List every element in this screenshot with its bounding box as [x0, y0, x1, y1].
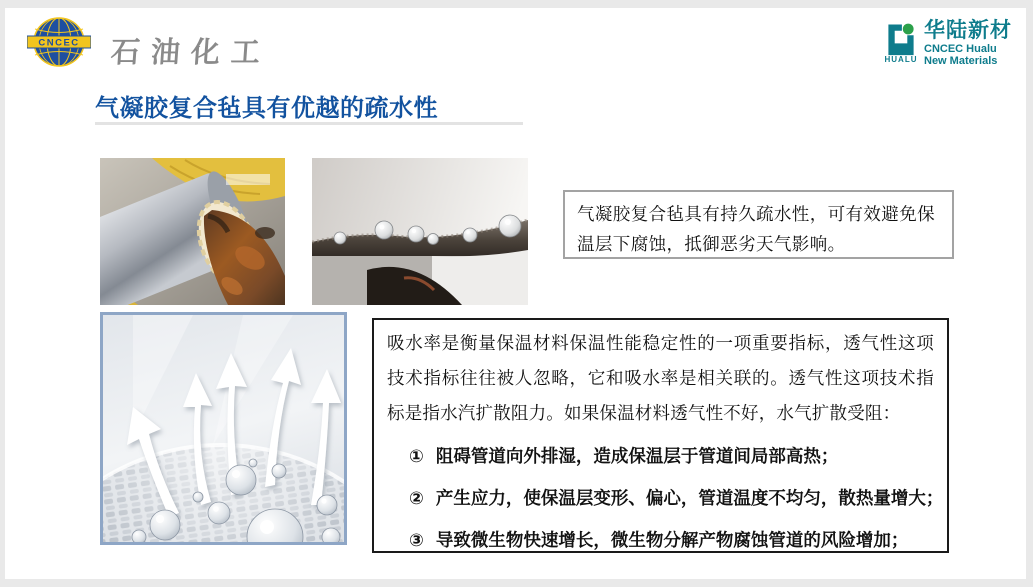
- point-3-number: ③: [409, 530, 424, 550]
- point-1-text: 阻碍管道向外排湿，造成保温层于管道间局部高热；: [435, 446, 839, 466]
- hualu-wordmark: [924, 20, 1012, 67]
- photo-watermark: [226, 174, 270, 185]
- point-3: [387, 519, 934, 561]
- page-title: 气凝胶复合毡具有优越的疏水性: [95, 95, 438, 122]
- point-1: [387, 435, 934, 477]
- hualu-name-en-2: New Materials: [924, 55, 998, 67]
- pipe-corrosion-photo: [100, 158, 285, 305]
- points-list: [387, 435, 944, 561]
- point-2-text: 产生应力，使保温层变形、偏心，管道温度不均匀，散热量增大；: [435, 488, 944, 508]
- point-1-number: ①: [409, 446, 424, 466]
- body-text-box: [372, 318, 952, 553]
- slide: [5, 8, 1026, 579]
- hualu-mark-text: HUALU: [884, 55, 918, 64]
- hualu-mark-icon: [883, 20, 919, 56]
- hualu-logo: [883, 20, 1012, 67]
- title-underline: [95, 122, 523, 125]
- hualu-name-en-1: CNCEC Hualu: [924, 43, 997, 55]
- callout-box: [563, 190, 954, 259]
- cncec-banner-text: CNCEC: [38, 37, 80, 49]
- body-intro: 吸水率是衡量保温材料保温性能稳定性的一项重要指标，透气性这项 技术指标往往被人忽略，它和吸水率是相关联的。透气性这项技术指标是指水汽扩散阻力。如果保温材料透气性不好，水气扩散受阻：: [387, 333, 952, 423]
- vapor-diffusion-illustration: [100, 312, 347, 545]
- hualu-name-cn: 华陆新材: [924, 19, 1012, 42]
- callout-text: 气凝胶复合毡具有持久疏水性，可有效避免保温层下腐蚀，抵御恶劣天气影响。: [577, 204, 935, 254]
- hualu-logo-mark: [883, 20, 919, 64]
- org-title: 石油化工: [109, 37, 272, 69]
- point-2: [387, 477, 944, 519]
- cncec-globe-logo: [27, 16, 91, 68]
- water-droplets-photo: [312, 158, 528, 305]
- point-2-number: ②: [409, 488, 424, 508]
- point-3-text: 导致微生物快速增长，微生物分解产物腐蚀管道的风险增加；: [435, 530, 909, 550]
